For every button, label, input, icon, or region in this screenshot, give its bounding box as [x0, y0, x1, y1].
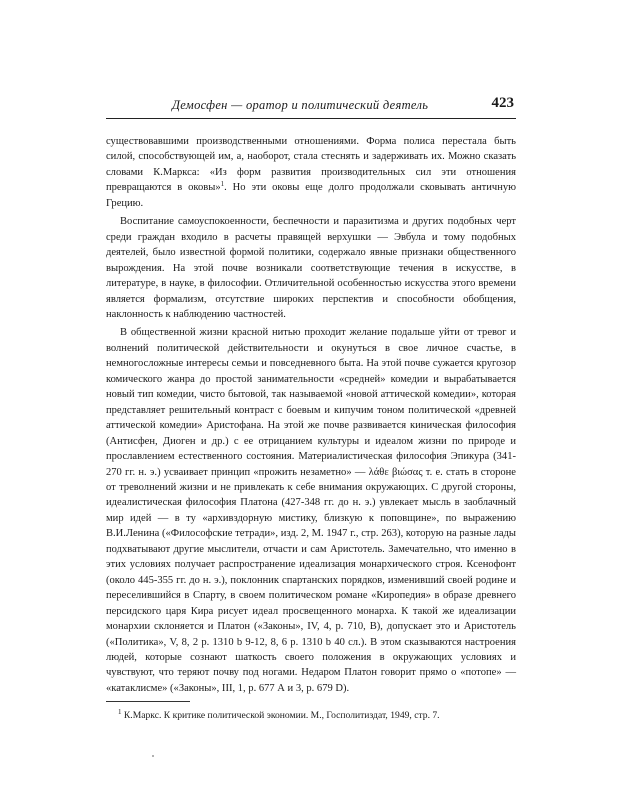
footnote-reference: 1 — [220, 180, 225, 189]
footnote-text: К.Маркс. К критике политической экономии. М., Госполитиздат, 1949, стр. 7. — [123, 710, 440, 721]
paragraph-1-text-a: существовавшими производственными отношениями. Форма полиса перестала быть силой, способствующей им, а, наоборот, стала стеснять и задерживать их. Можно сказать словами К.Маркса: «Из форм развития производительных сил эти отношения превращаются в оковы» — [106, 136, 516, 194]
footnote-marker: 1 — [118, 708, 122, 716]
page-number: 423 — [491, 95, 514, 111]
running-title: Демосфен — оратор и политический деятель — [172, 98, 429, 112]
paragraph-1-text-b: . Но эти оковы еще долго продолжали сковывать античную Грецию. — [106, 182, 516, 209]
paragraph-1 — [106, 134, 516, 211]
paragraph-3: В общественной жизни красной нитью проходит желание подальше уйти от тревог и волнений политической действительности и окунуться в свое личное счастье, в немногосложные интересы семьи и повседневного быта. На этой почве сужается кругозор комического жанра до простой занимательности «средней» комедии и вырабатывается новый тип комедии, чисто бытовой, так называемой «новой аттической комедии», которая представляет решительный контраст с боевым и кипучим тоном политической «древней аттической комедии» Аристофана. На этой же почве развивается киническая философия (Антисфен, Диоген и др.) с ее отрицанием культуры и идеалом жизни по природе и прославлением естественного состояния. Материалистическая философия Эпикура (341-270 гг. н. э.) усваивает принцип «прожить незаметно» — λάθε βιώσας т. е. стать в стороне от треволнений жизни и не привлекать к себе внимания окружающих. С другой стороны, идеалистическая философия Платона (427-348 гг. до н. э.) увлекает мысль в заоблачный мир идей — в ту «архивздорную мистику, близкую к поповщине», по выражению В.И.Ленина («Философские тетради», изд. 2, М. 1947 г., стр. 263), которую на разные лады подхватывают другие мыслители, отчасти и сам Аристотель. Замечательно, что именно в этих условиях получает распространение идеализация монархического строя. Ксенофонт (около 445-355 гг. до н. э.), поклонник спартанских порядков, изменивший своей родине и переселившийся в Спарту, в своем политическом романе «Киропедия» в образе древнего персидского царя Кира рисует идеал просвещенного монарха. К такой же идеализации монархии склоняется и Платон («Законы», IV, 4, р. 710, В), допускает это и Аристотель («Политика», V, 8, 2 р. 1310 b 9-12, 8, 6 р. 1310 b 40 сл.). В этом сказываются настроения людей, которые сознают шаткость своего положения в окружающих условиях и чувствуют, что теряют почву под ногами. Недаром Платон говорит прямо о «потопе» — «катаклисме» («Законы», III, 1, р. 677 А и 3, р. 679 D). — [106, 327, 516, 694]
scan-speck — [152, 755, 154, 757]
footnote — [118, 710, 516, 722]
paragraph-2: Воспитание самоуспокоенности, беспечности и паразитизма и других подобных черт среди граждан входило в расчеты правящей верхушки — Эвбула и тому подобных деятелей, было известной формой политики, содержало явные признаки общественного вырождения. На этой почве возникали соответствующие течения в искусстве, в литературе, в науке, в философии. Отличительной особенностью искусства этого времени является формализм, отсутствие широких перспектив и способности обобщения, наклонность к наблюдению частностей. — [106, 216, 516, 320]
footnote-divider — [106, 701, 190, 702]
body-text — [106, 134, 516, 696]
running-head — [106, 96, 516, 119]
